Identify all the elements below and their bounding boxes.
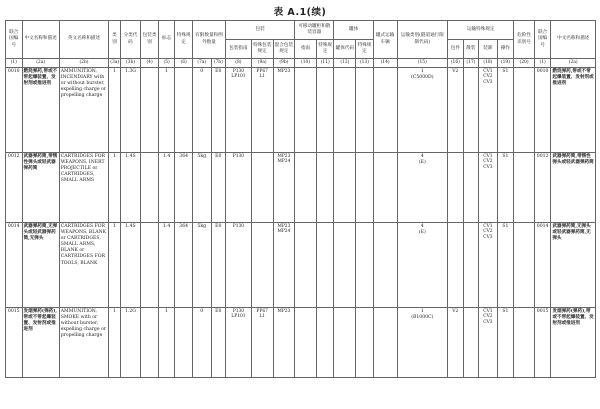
colnum: (7a) bbox=[192, 59, 211, 68]
cell-packing-special bbox=[251, 223, 273, 308]
header-hazard-id: 危险性识别号 bbox=[514, 21, 535, 59]
cell-name-cn-repeat: 发烟弹药(弹药),带或不带起爆装置、发射剂或推进剂 bbox=[551, 308, 596, 378]
colnum: (13) bbox=[356, 59, 374, 68]
header-tank-group: 罐体 bbox=[334, 21, 373, 40]
cell-class-code: 1.2G bbox=[120, 308, 141, 378]
cell-class: 1 bbox=[109, 308, 120, 378]
cell-packing-instruction: P130 bbox=[226, 153, 252, 223]
header-ts-bulk: 散装 bbox=[463, 40, 478, 59]
colnum: (11) bbox=[316, 59, 334, 68]
cell-vehicle bbox=[373, 308, 397, 378]
cell-tank-special bbox=[316, 68, 334, 153]
cell-tank-instruction bbox=[295, 153, 317, 223]
colnum: (3b) bbox=[120, 59, 141, 68]
cell-class: 1 bbox=[109, 223, 120, 308]
header-packing-group: 包装类别 bbox=[141, 21, 159, 59]
cell-name-cn: 发烟弹药(弹药),带或不带起爆装置、发射剂或推进剂 bbox=[22, 308, 59, 378]
cell-vehicle bbox=[373, 153, 397, 223]
colnum: (6) bbox=[175, 59, 193, 68]
cell-tank-instruction bbox=[295, 308, 317, 378]
cell-tank-instruction bbox=[295, 68, 317, 153]
cell-hazard-id bbox=[514, 153, 535, 223]
cell-transport-category: 1 (C5000D) bbox=[397, 68, 448, 153]
header-tank-special: 特殊规定 bbox=[316, 40, 334, 59]
colnum: (19) bbox=[497, 59, 514, 68]
header-labels: 标志 bbox=[158, 21, 175, 59]
cell-ts-operation: S1 bbox=[497, 223, 514, 308]
cell-ts-operation: S1 bbox=[497, 68, 514, 153]
cell-special-provisions bbox=[175, 68, 193, 153]
cell-tank-special-2 bbox=[356, 223, 374, 308]
colnum: (16) bbox=[448, 59, 463, 68]
header-limited-excepted: 有限数量和例外数量 bbox=[192, 21, 225, 59]
cell-ts-loading: CV1 CV2 CV3 bbox=[479, 153, 498, 223]
cell-name-cn: 燃烧弹药,带或不带起爆装置、发射剂或推进剂 bbox=[22, 68, 59, 153]
cell-un-number: 0015 bbox=[6, 308, 23, 378]
cell-ts-package: V2 bbox=[448, 68, 463, 153]
header-tank-code: 罐体代码 bbox=[334, 40, 356, 59]
table-row bbox=[6, 223, 596, 308]
cell-packing-special bbox=[251, 153, 273, 223]
cell-ts-bulk bbox=[463, 153, 478, 223]
colnum: (3a) bbox=[109, 59, 120, 68]
cell-un-number-repeat: 0012 bbox=[534, 153, 551, 223]
cell-ts-package bbox=[448, 153, 463, 223]
header-packaging-group: 包装 bbox=[226, 21, 295, 40]
cell-label: 1 bbox=[158, 68, 175, 153]
cell-ts-loading: CV1 CV2 CV3 bbox=[479, 308, 498, 378]
colnum: (2b) bbox=[59, 59, 109, 68]
cell-mixed-packing: MP23 MP24 bbox=[273, 153, 295, 223]
cell-tank-code bbox=[334, 223, 356, 308]
cell-class-code: 1.3G bbox=[120, 68, 141, 153]
cell-un-number: 0010 bbox=[6, 68, 23, 153]
colnum: (17) bbox=[463, 59, 478, 68]
cell-label: 1 bbox=[158, 308, 175, 378]
cell-packing-group bbox=[141, 153, 159, 223]
colnum: (1) bbox=[6, 59, 23, 68]
cell-ts-bulk bbox=[463, 308, 478, 378]
cell-ts-operation: S1 bbox=[497, 153, 514, 223]
cell-class-code: 1.4S bbox=[120, 223, 141, 308]
cell-packing-instruction: P130 bbox=[226, 223, 252, 308]
cell-packing-special: PP67 L1 bbox=[251, 68, 273, 153]
cell-transport-category: 1 (B1000C) bbox=[397, 308, 448, 378]
cell-special-provisions: 364 bbox=[175, 153, 193, 223]
cell-ts-package bbox=[448, 223, 463, 308]
cell-un-number-repeat: 0014 bbox=[534, 223, 551, 308]
cell-tank-special bbox=[316, 153, 334, 223]
header-name-en: 英文名称和描述 bbox=[59, 21, 109, 59]
cell-hazard-id bbox=[514, 68, 535, 153]
cell-limited-qty: 0 bbox=[192, 68, 211, 153]
cell-tank-special bbox=[316, 223, 334, 308]
cell-excepted-qty: E0 bbox=[211, 308, 225, 378]
cell-packing-group bbox=[141, 68, 159, 153]
cell-tank-special-2 bbox=[356, 153, 374, 223]
cell-ts-bulk bbox=[463, 223, 478, 308]
cell-excepted-qty: E0 bbox=[211, 153, 225, 223]
colnum: (2a) bbox=[551, 59, 596, 68]
cell-class: 1 bbox=[109, 68, 120, 153]
cell-mixed-packing: MP23 MP24 bbox=[273, 223, 295, 308]
colnum: (14) bbox=[373, 59, 397, 68]
colnum: (15) bbox=[397, 59, 448, 68]
cell-tank-code bbox=[334, 68, 356, 153]
cell-class: 1 bbox=[109, 153, 120, 223]
cell-name-en: AMMUNITION, INCENDIARY with or without burster, expelling charge or propelling charge bbox=[59, 68, 109, 153]
header-un-no-repeat: 联合国编号 bbox=[534, 21, 551, 59]
cell-tank-special-2 bbox=[356, 68, 374, 153]
cell-limited-qty: 5kg bbox=[192, 223, 211, 308]
cell-limited-qty: 0 bbox=[192, 308, 211, 378]
cell-un-number: 0012 bbox=[6, 153, 23, 223]
header-ts-loading: 装卸 bbox=[479, 40, 498, 59]
table-row bbox=[6, 68, 596, 153]
cell-un-number-repeat: 0010 bbox=[534, 68, 551, 153]
colnum: (9b) bbox=[273, 59, 295, 68]
colnum: (4) bbox=[141, 59, 159, 68]
cell-tank-code bbox=[334, 308, 356, 378]
cell-ts-operation: S1 bbox=[497, 308, 514, 378]
cell-tank-code bbox=[334, 153, 356, 223]
cell-mixed-packing: MP23 bbox=[273, 68, 295, 153]
header-transport-category: 运输类别(隧道通行限制代码) bbox=[397, 21, 448, 59]
cell-special-provisions: 364 bbox=[175, 223, 193, 308]
cell-excepted-qty: E0 bbox=[211, 223, 225, 308]
header-name-cn-repeat: 中文名称和描述 bbox=[551, 21, 596, 59]
colnum: (8) bbox=[226, 59, 252, 68]
cell-label: 1.4 bbox=[158, 153, 175, 223]
table-header bbox=[6, 21, 596, 68]
header-class: 类别 bbox=[109, 21, 120, 59]
cell-label: 1.4 bbox=[158, 223, 175, 308]
dangerous-goods-table-wrap bbox=[5, 20, 596, 378]
cell-class-code: 1.4S bbox=[120, 153, 141, 223]
cell-hazard-id bbox=[514, 308, 535, 378]
header-packing-special: 特殊包装规定 bbox=[251, 40, 273, 59]
colnum: (2a) bbox=[22, 59, 59, 68]
cell-ts-package: V2 bbox=[448, 308, 463, 378]
cell-limited-qty: 5kg bbox=[192, 153, 211, 223]
cell-name-cn-repeat: 武器弹药筒,带惰性弹头或轻武器弹药筒 bbox=[551, 153, 596, 223]
header-vehicle: 罐式运输车辆 bbox=[373, 21, 397, 59]
table-row bbox=[6, 153, 596, 223]
colnum: (12) bbox=[334, 59, 356, 68]
cell-name-en: CARTRIDGES FOR WEAPONS, BLANK or CARTRIDGES, SMALL ARMS, BLANK or CARTRIDGES FOR TOOLS, BLANK bbox=[59, 223, 109, 308]
cell-packing-group bbox=[141, 308, 159, 378]
cell-packing-special: PP67 L1 bbox=[251, 308, 273, 378]
cell-tank-special bbox=[316, 308, 334, 378]
header-tank-instr: 指南 bbox=[295, 40, 317, 59]
header-portable-tank-group: 可移动罐柜和散装容器 bbox=[295, 21, 334, 40]
header-class-code: 分类代码 bbox=[120, 21, 141, 59]
cell-un-number-repeat: 0015 bbox=[534, 308, 551, 378]
cell-excepted-qty: E0 bbox=[211, 68, 225, 153]
cell-ts-loading: CV1 CV2 CV3 bbox=[479, 68, 498, 153]
cell-packing-group bbox=[141, 223, 159, 308]
colnum: (9a) bbox=[251, 59, 273, 68]
cell-name-en: AMMUNITION, SMOKE with or without burster, expelling charge or propelling charge bbox=[59, 308, 109, 378]
header-mixed-packing: 混合包装规定 bbox=[273, 40, 295, 59]
cell-hazard-id bbox=[514, 223, 535, 308]
colnum: (18) bbox=[479, 59, 498, 68]
cell-vehicle bbox=[373, 68, 397, 153]
colnum: (20) bbox=[514, 59, 535, 68]
table-body bbox=[6, 68, 596, 378]
header-transport-special-group: 运输特殊规定 bbox=[448, 21, 514, 40]
colnum: (1) bbox=[534, 59, 551, 68]
cell-name-cn-repeat: 燃烧弹药,带或不带起爆装置、发射剂或推进剂 bbox=[551, 68, 596, 153]
dangerous-goods-table bbox=[5, 20, 596, 378]
cell-mixed-packing: MP23 bbox=[273, 308, 295, 378]
table-title: 表 A.1(续) bbox=[273, 7, 327, 18]
cell-special-provisions bbox=[175, 308, 193, 378]
header-un-no: 联合国编号 bbox=[6, 21, 23, 59]
header-ts-package: 包件 bbox=[448, 40, 463, 59]
cell-packing-instruction: P130 LP101 bbox=[226, 308, 252, 378]
cell-ts-bulk bbox=[463, 68, 478, 153]
header-tank-special-2: 特殊规定 bbox=[356, 40, 374, 59]
cell-ts-loading: CV1 CV2 CV3 bbox=[479, 223, 498, 308]
cell-vehicle bbox=[373, 223, 397, 308]
header-name-cn: 中文名称和描述 bbox=[22, 21, 59, 59]
cell-name-cn: 武器弹药筒,无弹头或轻武器弹药筒,无弹头 bbox=[22, 223, 59, 308]
colnum: (7b) bbox=[211, 59, 225, 68]
cell-tank-special-2 bbox=[356, 308, 374, 378]
cell-un-number: 0014 bbox=[6, 223, 23, 308]
cell-name-en: CARTRIDGES FOR WEAPONS, INERT PROJECTILE or CARTRIDGES, SMALL ARMS bbox=[59, 153, 109, 223]
cell-tank-instruction bbox=[295, 223, 317, 308]
cell-packing-instruction: P130 LP101 bbox=[226, 68, 252, 153]
header-special-provisions: 特殊规定 bbox=[175, 21, 193, 59]
cell-transport-category: 4 (E) bbox=[397, 153, 448, 223]
colnum: (10) bbox=[295, 59, 317, 68]
cell-name-cn-repeat: 武器弹药筒,无弹头或轻武器弹药筒,无弹头 bbox=[551, 223, 596, 308]
header-packing-instr: 包装指南 bbox=[226, 40, 252, 59]
cell-name-cn: 武器弹药筒,带惰性弹头或轻武器弹药筒 bbox=[22, 153, 59, 223]
table-row bbox=[6, 308, 596, 378]
header-ts-operation: 操作 bbox=[497, 40, 514, 59]
colnum: (5) bbox=[158, 59, 175, 68]
cell-transport-category: 4 (E) bbox=[397, 223, 448, 308]
